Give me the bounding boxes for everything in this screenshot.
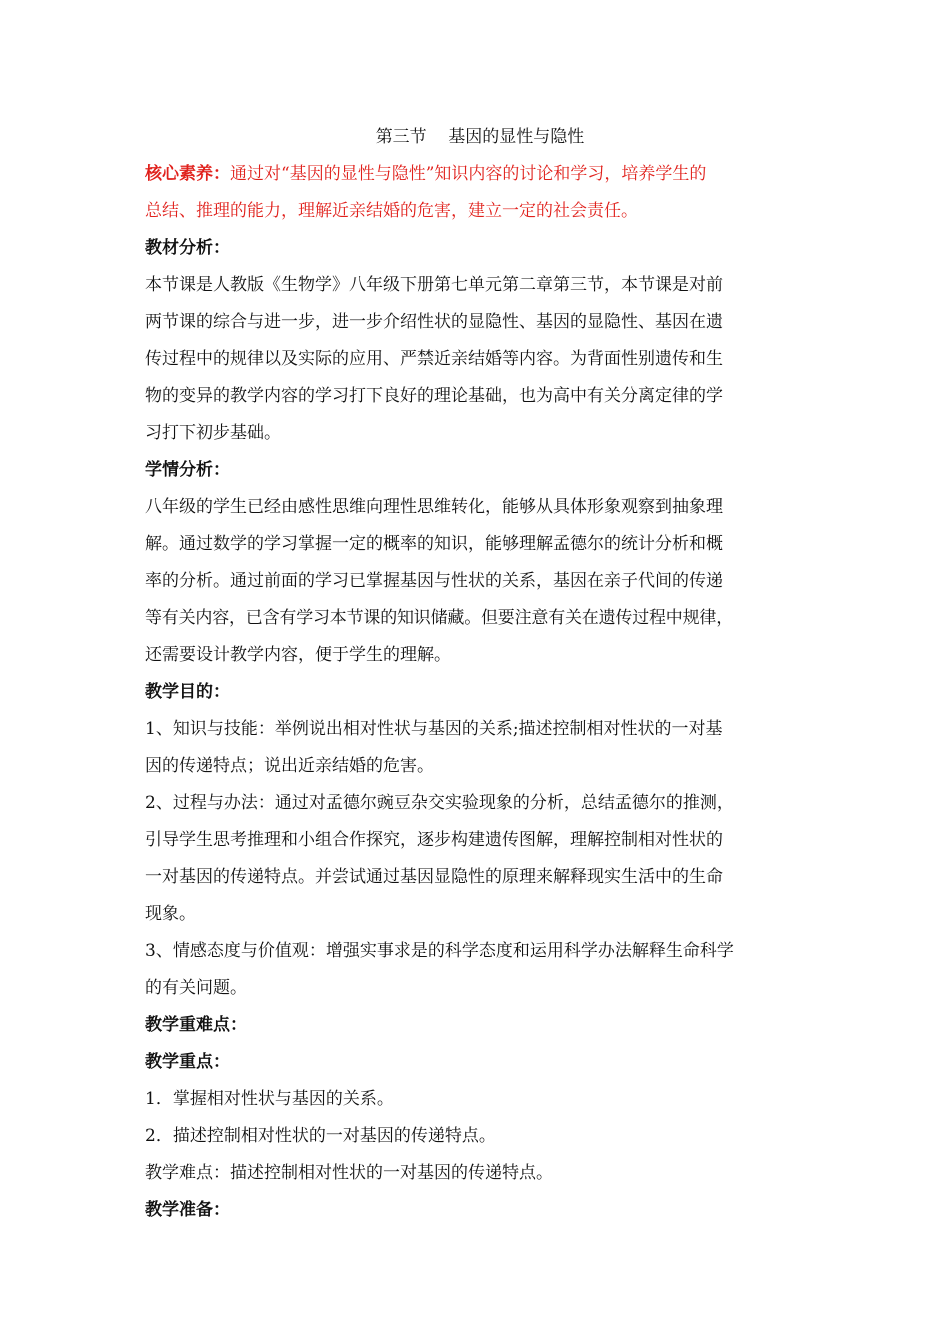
textbook-analysis-line: 本节课是人教版《生物学》八年级下册第七单元第二章第三节，本节课是对前 — [145, 275, 723, 295]
objectives-line: 3、情感态度与价值观：增强实事求是的科学态度和运用科学办法解释生命科学 — [145, 941, 734, 961]
objectives-line: 一对基因的传递特点。并尝试通过基因显隐性的原理来解释现实生活中的生命 — [145, 867, 723, 887]
objectives-line: 引导学生思考推理和小组合作探究，逐步构建遗传图解，理解控制相对性状的 — [145, 830, 723, 850]
core-literacy-line-2: 总结、推理的能力，理解近亲结婚的危害，建立一定的社会责任。 — [145, 201, 638, 221]
textbook-analysis-line: 物的变异的教学内容的学习打下良好的理论基础，也为高中有关分离定律的学 — [145, 386, 723, 406]
section-title: 第三节 基因的显性与隐性 — [375, 127, 585, 147]
objectives-heading: 教学目的： — [145, 682, 230, 702]
student-analysis-line: 还需要设计教学内容，便于学生的理解。 — [145, 645, 451, 665]
key-points-heading: 教学重点： — [145, 1052, 230, 1072]
document-page — [145, 118, 815, 1229]
key-point-item: 1．掌握相对性状与基因的关系。 — [145, 1089, 394, 1109]
core-literacy-line-1 — [145, 156, 815, 193]
student-analysis-line: 率的分析。通过前面的学习已掌握基因与性状的关系，基因在亲子代间的传递 — [145, 571, 723, 591]
key-point-item: 2．描述控制相对性状的一对基因的传递特点。 — [145, 1126, 496, 1146]
objectives-line: 1、知识与技能：举例说出相对性状与基因的关系;描述控制相对性状的一对基 — [145, 719, 723, 739]
core-literacy-label: 核心素养： — [145, 164, 230, 184]
student-analysis-line: 解。通过数学的学习掌握一定的概率的知识，能够理解孟德尔的统计分析和概 — [145, 534, 723, 554]
textbook-analysis-line: 习打下初步基础。 — [145, 423, 281, 443]
textbook-analysis-line: 两节课的综合与进一步，进一步介绍性状的显隐性、基因的显隐性、基因在遗 — [145, 312, 723, 332]
student-analysis-line: 等有关内容，已含有学习本节课的知识储藏。但要注意有关在遗传过程中规律， — [145, 608, 733, 628]
preparation-heading: 教学准备： — [145, 1200, 230, 1220]
objectives-line: 2、过程与办法：通过对孟德尔豌豆杂交实验现象的分析，总结孟德尔的推测， — [145, 793, 734, 813]
textbook-analysis-line: 传过程中的规律以及实际的应用、严禁近亲结婚等内容。为背面性别遗传和生 — [145, 349, 723, 369]
objectives-line: 现象。 — [145, 904, 196, 924]
objectives-line: 的有关问题。 — [145, 978, 247, 998]
key-difficult-heading: 教学重难点： — [145, 1015, 247, 1035]
difficult-point-line: 教学难点：描述控制相对性状的一对基因的传递特点。 — [145, 1163, 553, 1183]
student-analysis-heading: 学情分析： — [145, 460, 230, 480]
textbook-analysis-heading: 教材分析： — [145, 238, 230, 258]
student-analysis-line: 八年级的学生已经由感性思维向理性思维转化，能够从具体形象观察到抽象理 — [145, 497, 723, 517]
objectives-line: 因的传递特点；说出近亲结婚的危害。 — [145, 756, 434, 776]
core-literacy-text-1: 通过对“基因的显性与隐性”知识内容的讨论和学习，培养学生的 — [230, 164, 707, 184]
